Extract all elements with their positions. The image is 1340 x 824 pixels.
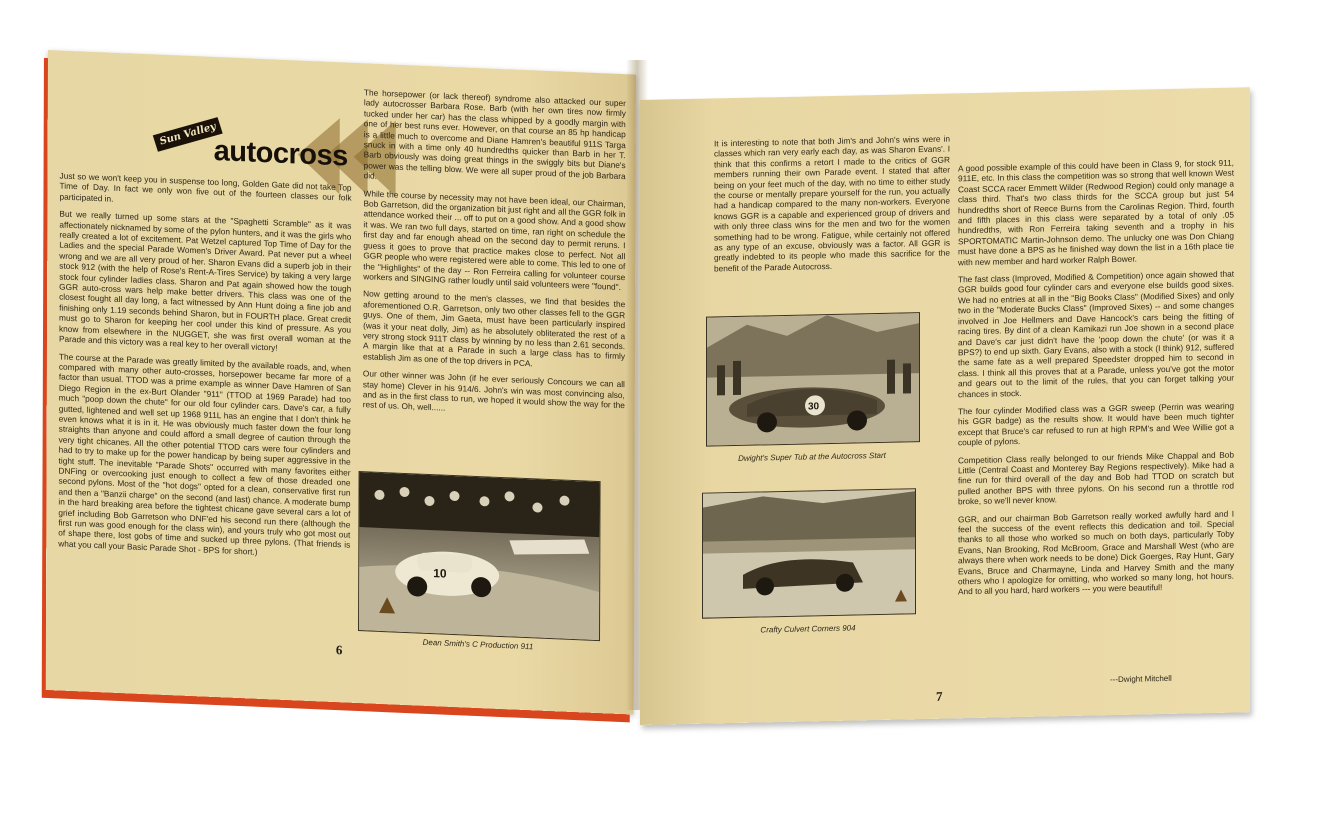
left-column-1 [58,170,351,567]
photo-caption: Dwight's Super Tub at the Autocross Start [738,450,886,463]
paragraph: The four cylinder Modified class was a GGR sweep (Perrin was wearing his GGR badge) as the results show. It would have been much tighter except that Bruce's car refused to run at high RPM's and Wee Willie got a couple of pylons. [958,400,1234,448]
car-number: 10 [433,566,447,581]
paragraph: Now getting around to the men's classes, we find that besides the aforementioned O.R. Garretson, only two other classes fell to the GGR guys. One of them, Jim Gaeta, must have been particularly inspired (was it your neat dolly, Jim) as he absolutely obliterated the rest of a very strong stock 911T class by winning by no less than 2.61 seconds. A margin like that at a Parade in such a large class has to firmly establish Jim as one of the top drivers in PCA. [362,288,626,369]
paragraph: Just so we won't keep you in suspense too long, Golden Gate did not take Top Time of Day. In fact we only won five out of the fourteen classes our folk participated in. [59,170,352,204]
photo-caption: Crafty Culvert Corners 904 [760,623,856,635]
page-number: 7 [936,688,943,704]
paragraph: It is interesting to note that both Jim's and John's wins were in classes which ran very early each day, as was Sharon Evans'. I think that this confirms a retort I made to the critics of GGR members running their own Parade event. I stated that after being on your feet much of the day, with no time to either study the course or mentally prepare yourself for the run, you actually had a handicap compared to the many non-workers. Everyone knows GGR is a capable and experienced group of drivers and with only three class wins for the men and two for the women something had to be wrong. Fatigue, while certainly not offered as any type of an excuse, obviously was a factor. All GGR is greatly indebted to its people who made this sacrifice for the benefit of the Parade Autocross. [714,133,950,274]
photo-dean-smith-911 [358,471,601,641]
photo-culvert-904 [702,488,916,618]
right-column-2 [958,158,1234,605]
car-number: 30 [808,401,820,413]
author-signature: ---Dwight Mitchell [1110,673,1172,685]
right-column-1 [714,134,950,281]
photo-super-tub [706,312,920,446]
autocross-heading: autocross [213,134,348,173]
left-page [46,50,636,715]
photo-caption: Dean Smith's C Production 911 [422,637,534,652]
paragraph: The horsepower (or lack thereof) syndrome also attacked our super lady autocrosser Barbara Rose. Barb (with her own tires now firmly tucked under her car) has the class whipped by a goodly margin with one of her best runs ever. However, on that course an 85 hp handicap is a little much to overcome and Diane Hamren's beautiful 911S Targa snuck in with a time only 40 hundredths quicker than Barb in her T. Barb obviously was doing great things in the swiggly bits but Diane's power was the telling blow. We were all super proud of the job Barbara did. [363,87,626,182]
paragraph: Competition Class really belonged to our friends Mike Chappal and Bob Little (Central Coast and Monterey Bay Regions respectively). Mike had a fine run for third overall of the day and Bob had TTOD on scratch but pulled another BPS with three pylons. On his second run a throttle rod broke, so we'll never know. [958,449,1234,507]
paragraph: While the course by necessity may not have been ideal, our Chairman, Bob Garretson, did the organization bit just right and all the GGR folk in attendance worked their ... off to put on a good show. And a good show it was. We ran two full days, started on time, ran right on schedule the first day and far enough ahead on the second day to permit reruns. I guess it goes to prove that practice makes close to perfect. Not all GGR people who were registered were able to come. This led to one of the "Highlights" of the day -- Ron Ferreira calling for volunteer course workers and SINGING rather loudly until said volunteers were "found". [363,187,626,292]
paragraph: GGR, and our chairman Bob Garretson really worked awfully hard and I feel the success of the event reflects this dedication and toil. Special thanks to all those who worked so much on both days, particularly Toby Evans, Nan Brooking, Rod McBroom, Grace and Marshall West (who are always there when work needs to be done) Dick Goerges, Ray Hunt, Gary Evans, Bruce and Charmayne, Linda and Harvey Smith and the many others who I apologize for omitting, who worked so many long, hot hours. And to all you hard, hard workers --- you were beautiful! [958,508,1234,597]
paragraph: But we really turned up some stars at the "Spaghetti Scramble" as it was affectionately nicknamed by some of the pylon hunters, and it was the girls who really created a lot of excitement. Pat Wetzel captured Top Time of Day for the Ladies and the special Parade Women's Driver Award. Pat never put a wheel wrong and we are all very proud of her. Sharon Evans did a superb job in their stock 912 (with the help of Rose's Rent-A-Tires Service) by taking a very large stock four cylinder ladies class. Sharon and Pat again showed how the tough GGR auto-cross wars help make better drivers. This class was one of the closest fought all day long, a fact witnessed by Ann Hunt doing a fine job and finishing only 1.19 seconds behind Sharon, but in FOURTH place. Great credit must go to Sharon for keeping her cool under this kind of pressure. As you know from elsewhere in the NUGGET, she was first overall woman at the Parade and this victory was a real key to her overall victory! [58,208,352,353]
right-page [640,87,1250,725]
paragraph: The course at the Parade was greatly limited by the available roads, and, when compared with many other auto-crosses, horsepower became far more of a factor than usual. TTOD was a prime example as winner Dave Hamren of San Diego Region in the ex-Burt Olander "911" (TTOD at 1969 Parade) had too much "poop down the chute" for our old four cylinder cars. Dave's car, a fully gutted, lightened and well set up 1968 911L has an engine that I don't think he even knows what it is in it. He was obviously much faster down the four long straights than anyone and could afford a small degree of caution through the very tight chicanes. All the other potential TTOD cars were four cylinders and had to try to make up for the power handicap by being super aggressive in the tight stuff. The inevitable "Parade Shots" occurred with many favorites either DNFing or overcooking just enough to collect a few of those dreaded one second pylons. Most of the "hot dogs" opted for a clean, conservative first run and then a "Banzii charge" on the second (and last) chance. A moderate bump in the hard breaking area before the tightest chicane gave several cars a lot of grief including Bob Garretson who DNF'ed his second run there (although the first run was good enough for the class win), and yours truly who got most out of shape there, lost gobs of time and sucked up three pylons. (That friends is what you call your Basic Parade Shot - BPS for short.) [58,350,351,557]
page-number: 6 [335,642,343,658]
left-column-2 [363,87,626,428]
sun-valley-badge: Sun Valley [153,117,223,152]
paragraph: A good possible example of this could have been in Class 9, for stock 911, 911E, etc. In this class the competition was so strong that well known West Coast SCCA racer Emmett Wilder (Redwood Region) could only manage a class third. That's two class thirds for the SCCA group but just 54 hundredths short of Reece Burns from the Carolinas Region. Third, fourth and fifth places in this class were separated by a total of only .05 hundredths, with Ron Ferreira taking seventh and a trophy in his SPORTOMATIC Martin-Johnson demo. The unlucky one was Don Chiang must have done a BPS as he finished way down the list in a 16th place tie with new member and hard worker Ralph Bower. [958,157,1234,267]
paragraph: Our other winner was John (if he ever seriously Concours we can all stay home) Clever in his 914/6. John's win was most convincing also, and as in the first class to run, we hoped it would show the way for the rest of us. Oh, well...... [362,368,625,414]
paragraph: The fast class (Improved, Modified & Competition) once again showed that GGR builds good four cylinder cars and everyone else builds good sixes. We had no entries at all in the "Big Books Class" (Modified Sixes) and only two in the "Moderate Bucks Class" (Improved Sixes) -- and some changes involved in Joe Hellmers and Dave Hancock's cars being the fitting of racing tires. By dint of a clean Kamikazi run Joe shown in a second place and Dave's car just didn't have the 'poop down the chute' (or was it a BPS?) to end up sixth. Gary Evans, also with a stock (I think) 912, suffered the same fate as a well prepared Speedster dropped him to second in class. I think all this proves that at a Parade, unless you've got the motor and gears out to the limit of the rules, that you can forget talking your chances in stock. [958,268,1234,399]
